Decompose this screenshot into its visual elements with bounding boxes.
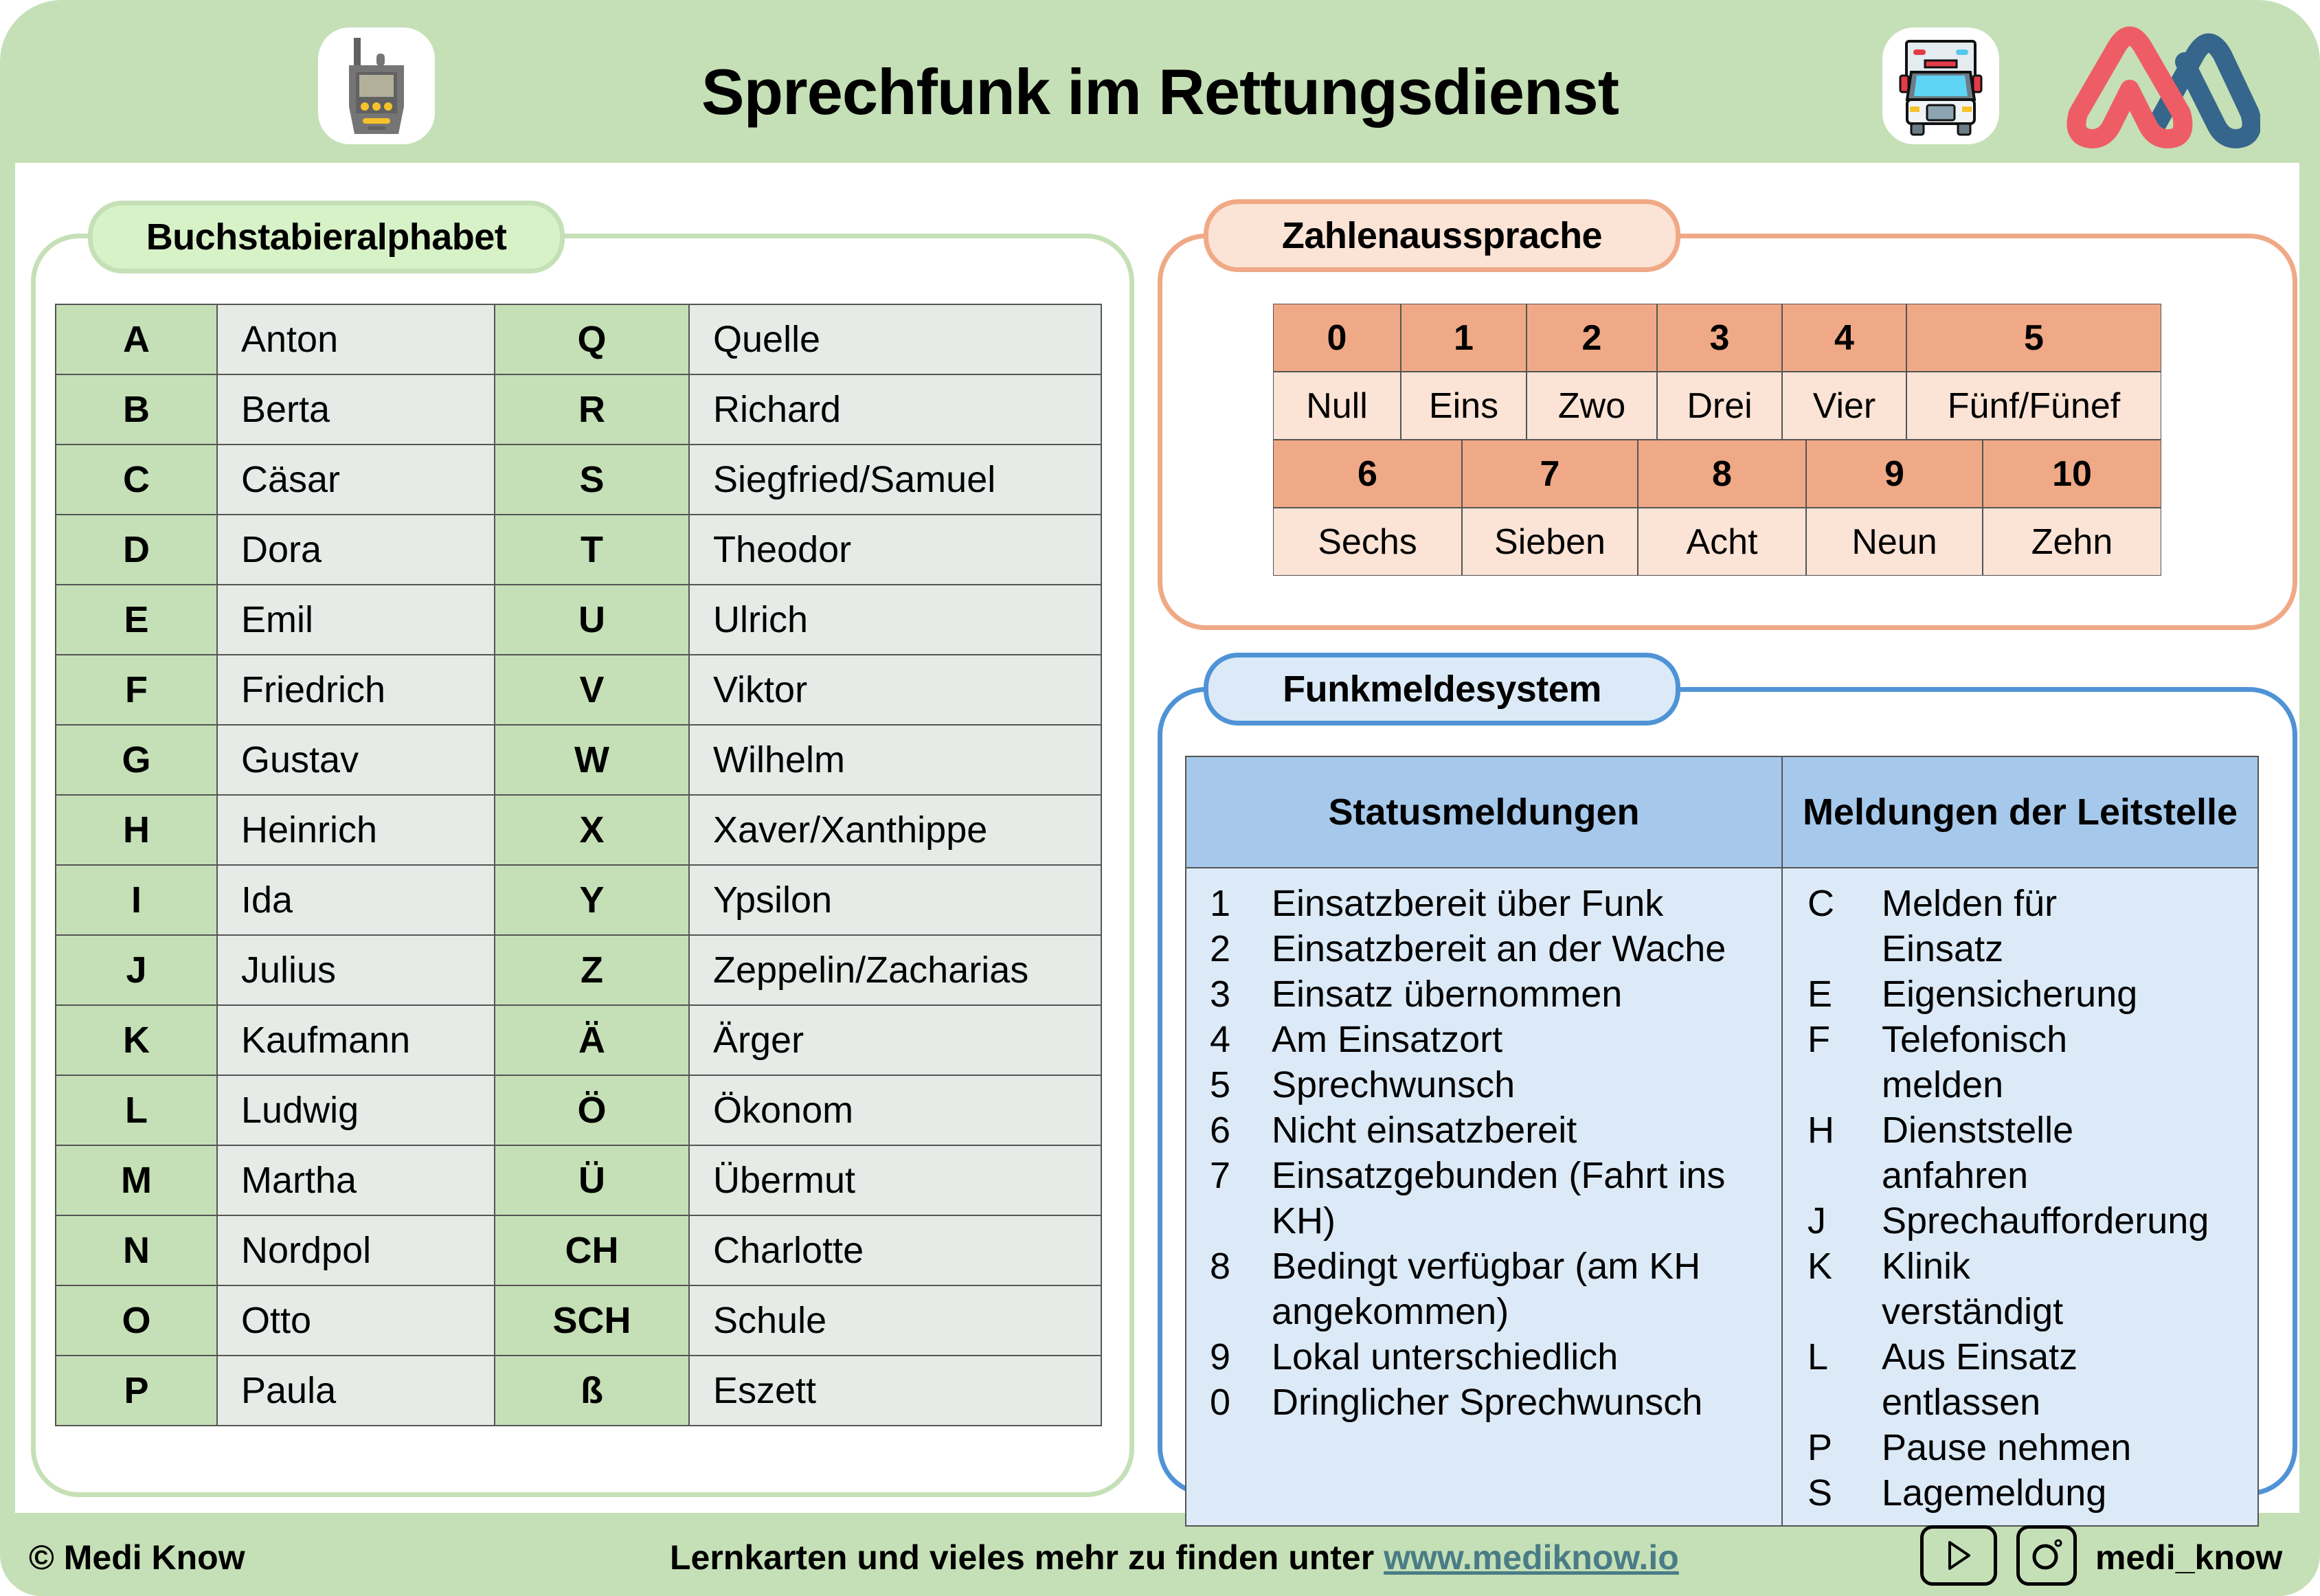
code-label: F: [1807, 1019, 1830, 1060]
alphabet-row: [56, 1215, 1101, 1285]
page-title: Sprechfunk im Rettungsdienst: [701, 56, 1619, 128]
code-label: K: [1807, 1246, 1833, 1287]
list-item: [1186, 1244, 1781, 1334]
message-text: Einsatzbereit an der Wache: [1272, 928, 1726, 969]
word-cell: Zehn: [1983, 508, 2161, 576]
list-item: [1783, 1470, 2257, 1516]
letter-cell: Y: [495, 865, 689, 935]
list-item: [1186, 926, 1781, 971]
word-cell: Zeppelin/Zacharias: [689, 935, 1101, 1005]
list-item: [1783, 1108, 2257, 1198]
letter-cell: X: [495, 795, 689, 865]
message-text: Dringlicher Sprechwunsch: [1272, 1382, 1703, 1423]
letter-cell: F: [56, 655, 217, 725]
word-cell: Otto: [217, 1285, 495, 1356]
code-label: 9: [1210, 1336, 1231, 1378]
number-cell: 7: [1462, 440, 1638, 508]
letter-cell: H: [56, 795, 217, 865]
alphabet-row: [56, 515, 1101, 585]
code-label: J: [1807, 1200, 1826, 1241]
list-item: [1783, 1198, 2257, 1244]
list-item: [1186, 881, 1781, 926]
funk-section-title: Funkmeldesystem: [1204, 653, 1680, 726]
alphabet-row: [56, 1285, 1101, 1356]
list-item: [1783, 1334, 2257, 1425]
word-cell: Ypsilon: [689, 865, 1101, 935]
alphabet-row: [56, 1075, 1101, 1145]
number-cell: 3: [1657, 304, 1782, 372]
numbers-section-title: Zahlenaussprache: [1204, 199, 1680, 272]
alphabet-section-title: Buchstabieralphabet: [88, 201, 565, 273]
letter-cell: I: [56, 865, 217, 935]
code-label: 8: [1210, 1246, 1231, 1287]
number-pronunciation-table: [1273, 304, 2161, 576]
word-cell: Drei: [1657, 372, 1782, 440]
message-text: Sprechaufforderung: [1882, 1200, 2209, 1241]
word-cell: Kaufmann: [217, 1005, 495, 1075]
word-cell: Ökonom: [689, 1075, 1101, 1145]
letter-cell: D: [56, 515, 217, 585]
alphabet-row: [56, 1356, 1101, 1426]
message-text: Sprechwunsch: [1272, 1064, 1516, 1105]
message-text: Dienststelle anfahren: [1882, 1110, 2074, 1196]
word-cell: Ludwig: [217, 1075, 495, 1145]
youtube-icon[interactable]: [1920, 1525, 1997, 1586]
message-text: Am Einsatzort: [1272, 1019, 1503, 1060]
numbers-row-1-words: [1273, 372, 2161, 440]
word-cell: Siegfried/Samuel: [689, 445, 1101, 515]
tagline-text: Lernkarten und vieles mehr zu finden unter: [670, 1538, 1384, 1577]
list-item: [1783, 881, 2257, 971]
letter-cell: E: [56, 585, 217, 655]
word-cell: Cäsar: [217, 445, 495, 515]
footer: [0, 1517, 2320, 1596]
list-item: [1186, 1108, 1781, 1153]
letter-cell: W: [495, 725, 689, 795]
letter-cell: Z: [495, 935, 689, 1005]
code-label: E: [1807, 974, 1833, 1015]
number-cell: 4: [1782, 304, 1906, 372]
word-cell: Viktor: [689, 655, 1101, 725]
code-label: 4: [1210, 1019, 1231, 1060]
letter-cell: S: [495, 445, 689, 515]
alphabet-row: [56, 374, 1101, 445]
message-text: Einsatzbereit über Funk: [1272, 883, 1664, 924]
letter-cell: K: [56, 1005, 217, 1075]
letter-cell: L: [56, 1075, 217, 1145]
letter-cell: M: [56, 1145, 217, 1215]
number-cell: 8: [1638, 440, 1806, 508]
word-cell: Xaver/Xanthippe: [689, 795, 1101, 865]
numbers-row-1-digits: [1273, 304, 2161, 372]
list-item: [1186, 1062, 1781, 1108]
word-cell: Ärger: [689, 1005, 1101, 1075]
list-item: [1783, 1425, 2257, 1470]
letter-cell: SCH: [495, 1285, 689, 1356]
code-label: L: [1807, 1336, 1829, 1378]
word-cell: Neun: [1806, 508, 1983, 576]
letter-cell: A: [56, 304, 217, 374]
letter-cell: Ö: [495, 1075, 689, 1145]
code-label: S: [1807, 1472, 1833, 1514]
word-cell: Sechs: [1273, 508, 1462, 576]
footer-tagline: [670, 1538, 1679, 1577]
letter-cell: U: [495, 585, 689, 655]
message-text: Eigensicherung: [1882, 974, 2138, 1015]
alphabet-row: [56, 865, 1101, 935]
word-cell: Berta: [217, 374, 495, 445]
letter-cell: G: [56, 725, 217, 795]
alphabet-row: [56, 795, 1101, 865]
letter-cell: J: [56, 935, 217, 1005]
spelling-alphabet-table: [55, 304, 1102, 1426]
letter-cell: O: [56, 1285, 217, 1356]
list-item: [1186, 1017, 1781, 1062]
alphabet-row: [56, 935, 1101, 1005]
message-text: Bedingt verfügbar (am KH angekommen): [1272, 1246, 1701, 1332]
copyright: © Medi Know: [29, 1538, 245, 1577]
code-label: 5: [1210, 1064, 1231, 1105]
list-item: [1186, 971, 1781, 1017]
alphabet-row: [56, 655, 1101, 725]
message-text: Einsatzgebunden (Fahrt ins KH): [1272, 1155, 1726, 1241]
word-cell: Julius: [217, 935, 495, 1005]
list-item: [1783, 1244, 2257, 1334]
number-cell: 1: [1401, 304, 1527, 372]
list-item: [1783, 1017, 2257, 1108]
word-cell: Ida: [217, 865, 495, 935]
word-cell: Zwo: [1527, 372, 1657, 440]
alphabet-row: [56, 1005, 1101, 1075]
message-text: Nicht einsatzbereit: [1272, 1110, 1577, 1151]
word-cell: Wilhelm: [689, 725, 1101, 795]
alphabet-row: [56, 585, 1101, 655]
word-cell: Heinrich: [217, 795, 495, 865]
word-cell: Vier: [1782, 372, 1906, 440]
code-label: 6: [1210, 1110, 1231, 1151]
radio-message-table: [1185, 756, 2259, 1527]
code-label: C: [1807, 883, 1834, 924]
letter-cell: Q: [495, 304, 689, 374]
letter-cell: P: [56, 1356, 217, 1426]
leitstelle-messages-list: [1782, 868, 2258, 1526]
message-text: Telefonisch melden: [1882, 1019, 2068, 1105]
message-text: Einsatz übernommen: [1272, 974, 1623, 1015]
alphabet-row: [56, 1145, 1101, 1215]
message-text: Lagemeldung: [1882, 1472, 2107, 1514]
code-label: 7: [1210, 1155, 1231, 1196]
letter-cell: V: [495, 655, 689, 725]
word-cell: Friedrich: [217, 655, 495, 725]
list-item: [1186, 1380, 1781, 1425]
word-cell: Null: [1273, 372, 1401, 440]
word-cell: Eins: [1401, 372, 1527, 440]
word-cell: Paula: [217, 1356, 495, 1426]
leitstelle-header: Meldungen der Leitstelle: [1782, 756, 2258, 868]
letter-cell: Ä: [495, 1005, 689, 1075]
number-cell: 10: [1983, 440, 2161, 508]
word-cell: Gustav: [217, 725, 495, 795]
status-header: Statusmeldungen: [1186, 756, 1782, 868]
website-link[interactable]: www.mediknow.io: [1384, 1538, 1679, 1577]
word-cell: Übermut: [689, 1145, 1101, 1215]
letter-cell: C: [56, 445, 217, 515]
letter-cell: ß: [495, 1356, 689, 1426]
message-text: Klinik verständigt: [1882, 1246, 2064, 1332]
word-cell: Fünf/Fünef: [1906, 372, 2161, 440]
numbers-row-2-digits: [1273, 440, 2161, 508]
numbers-row-2-words: [1273, 508, 2161, 576]
word-cell: Richard: [689, 374, 1101, 445]
word-cell: Schule: [689, 1285, 1101, 1356]
code-label: 2: [1210, 928, 1231, 969]
message-text: Melden für Einsatz: [1882, 883, 2058, 969]
code-label: 3: [1210, 974, 1231, 1015]
word-cell: Theodor: [689, 515, 1101, 585]
letter-cell: R: [495, 374, 689, 445]
code-label: 0: [1210, 1382, 1231, 1423]
word-cell: Eszett: [689, 1356, 1101, 1426]
message-text: Pause nehmen: [1882, 1427, 2132, 1468]
medi-know-logo: [2054, 21, 2260, 151]
word-cell: Quelle: [689, 304, 1101, 374]
instagram-icon[interactable]: [2016, 1525, 2077, 1586]
letter-cell: T: [495, 515, 689, 585]
letter-cell: Ü: [495, 1145, 689, 1215]
social-handle: medi_know: [2095, 1538, 2283, 1577]
list-item: [1186, 1334, 1781, 1380]
number-cell: 9: [1806, 440, 1983, 508]
letter-cell: CH: [495, 1215, 689, 1285]
number-cell: 6: [1273, 440, 1462, 508]
message-text: Lokal unterschiedlich: [1272, 1336, 1619, 1378]
code-label: P: [1807, 1427, 1833, 1468]
word-cell: Ulrich: [689, 585, 1101, 655]
word-cell: Charlotte: [689, 1215, 1101, 1285]
word-cell: Anton: [217, 304, 495, 374]
word-cell: Sieben: [1462, 508, 1638, 576]
word-cell: Emil: [217, 585, 495, 655]
code-label: H: [1807, 1110, 1834, 1151]
number-cell: 0: [1273, 304, 1401, 372]
letter-cell: N: [56, 1215, 217, 1285]
alphabet-row: [56, 304, 1101, 374]
number-cell: 2: [1527, 304, 1657, 372]
word-cell: Dora: [217, 515, 495, 585]
ambulance-icon: [1882, 27, 1999, 144]
word-cell: Martha: [217, 1145, 495, 1215]
number-cell: 5: [1906, 304, 2161, 372]
word-cell: Nordpol: [217, 1215, 495, 1285]
list-item: [1186, 1153, 1781, 1244]
alphabet-row: [56, 445, 1101, 515]
status-messages-list: [1186, 868, 1782, 1526]
letter-cell: B: [56, 374, 217, 445]
message-text: Aus Einsatz entlassen: [1882, 1336, 2078, 1423]
alphabet-row: [56, 725, 1101, 795]
code-label: 1: [1210, 883, 1231, 924]
word-cell: Acht: [1638, 508, 1806, 576]
list-item: [1783, 971, 2257, 1017]
